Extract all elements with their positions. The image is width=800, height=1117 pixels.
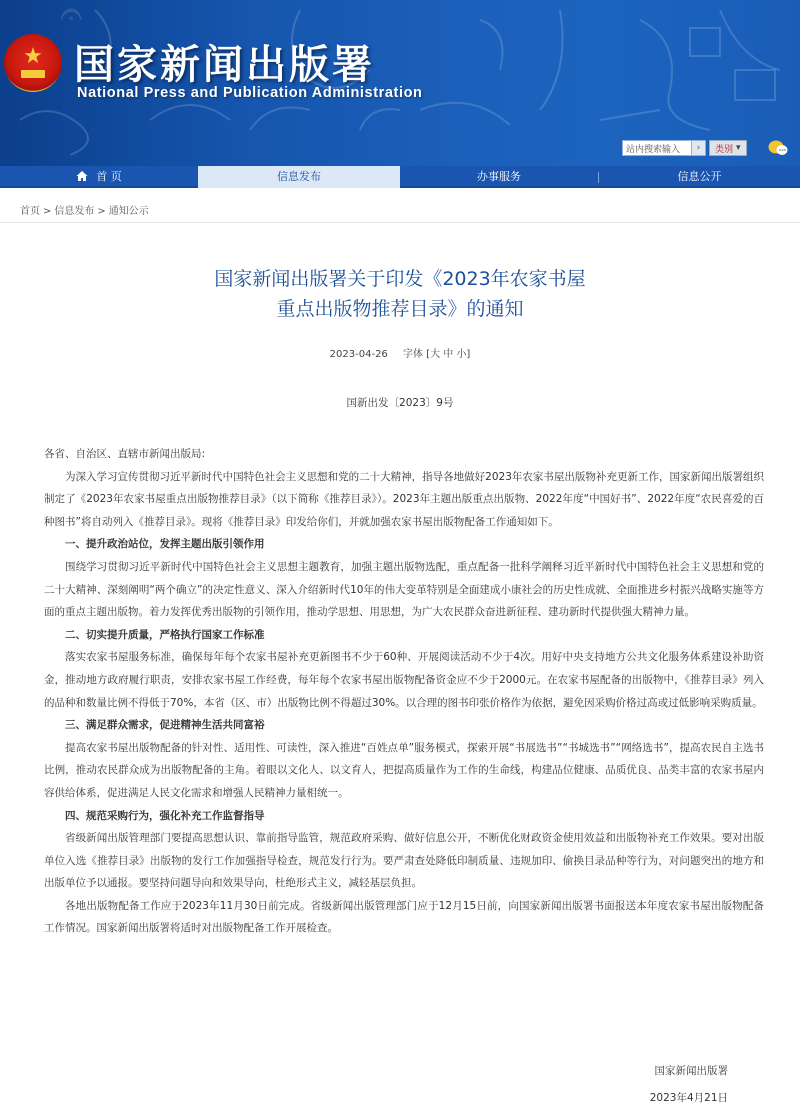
article-title-line2: 重点出版物推荐目录》的通知 xyxy=(276,298,524,320)
font-size-switcher[interactable]: 字体 [大 中 小] xyxy=(402,349,471,360)
nav-item-home[interactable] xyxy=(0,166,198,188)
paragraph: 省级新闻出版管理部门要提高思想认识、靠前指导监管，规范政府采购、做好信息公开，不断优化财政资金使用效益和出版物补充工作效果。要对出版单位入选《推荐目录》出版物的发行工作加强指导检查，规范发行行为。要严肃查处降低印制质量、违规加印、偷换目录品种等行为，对问题突出的地方和出版单位予以通报。要坚持问题导向和效果导向，杜绝形式主义，减轻基层负担。 xyxy=(44,832,764,890)
site-search xyxy=(622,140,747,156)
section-heading: 三、满足群众需求，促进精神生活共同富裕 xyxy=(65,719,265,732)
chevron-down-icon: ▾ xyxy=(736,143,741,153)
nav-label: 办事服务 xyxy=(477,170,521,183)
breadcrumb-item[interactable]: 信息发布 xyxy=(54,206,95,217)
national-emblem-icon: ★ xyxy=(4,34,62,92)
article-title-line1: 国家新闻出版署关于印发《2023年农家书屋 xyxy=(214,268,586,290)
section-heading: 四、规范采购行为，强化补充工作监督指导 xyxy=(65,809,265,822)
chat-bubble-icon[interactable] xyxy=(768,139,788,156)
main-nav xyxy=(0,166,800,188)
section-heading: 一、提升政治站位，发挥主题出版引领作用 xyxy=(65,538,265,551)
site-title: 国家新闻出版署 xyxy=(74,42,375,88)
section-heading: 二、切实提升质量，严格执行国家工作标准 xyxy=(65,628,265,641)
paragraph: 围绕学习贯彻习近平新时代中国特色社会主义思想主题教育，加强主题出版物选配，重点配备一批科学阐释习近平新时代中国特色社会主义思想和党的二十大精神、深刻阐明“两个确立”的决定性意义、深入介绍新时代10年的伟大变革特别是全面建成小康社会的历史性成就、全面推进乡村振兴战略实施等方面的重点主题出版物。着力发挥优秀出版物的引领作用，推动学思想、用思想，为广大农民群众奋进新征程、建功新时代提供强大精神力量。 xyxy=(44,560,764,619)
calligraphy-decoration: 𝄐 xyxy=(60,0,83,37)
article-body xyxy=(44,443,764,940)
article-meta xyxy=(0,345,800,360)
breadcrumb xyxy=(20,202,149,217)
home-icon xyxy=(76,170,88,182)
signature-date: 2023年4月21日 xyxy=(649,1092,728,1104)
nav-label: 信息公开 xyxy=(677,170,722,183)
paragraph: 各地出版物配备工作应于2023年11月30日前完成。省级新闻出版管理部门应于12月15日前，向国家新闻出版署书面报送本年度农家书屋出版物配备工作情况。国家新闻出版署将适时对出版物配备工作开展检查。 xyxy=(44,899,764,935)
search-category-label: 类别 xyxy=(715,144,734,155)
nav-label: 首 页 xyxy=(96,170,122,183)
salutation: 各省、自治区、直辖市新闻出版局: xyxy=(44,448,206,460)
publish-date: 2023-04-26 xyxy=(329,349,388,360)
paragraph: 为深入学习宣传贯彻习近平新时代中国特色社会主义思想和党的二十大精神，指导各地做好2023年农家书屋出版物补充更新工作，国家新闻出版署组织制定了《2023年农家书屋重点出版物推荐目录》（以下简称《推荐目录》）。2023年主题出版重点出版物、2022年度“中国好书”、2022年度“农民喜爱的百种图书”将自动列入《推荐目录》。现将《推荐目录》印发给你们，并就加强农家书屋出版物配备工作通知如下。 xyxy=(44,470,764,528)
breadcrumb-item[interactable]: 通知公示 xyxy=(108,206,149,217)
signature-org: 国家新闻出版署 xyxy=(654,1065,728,1077)
nav-label: 信息发布 xyxy=(277,170,321,183)
paragraph: 提高农家书屋出版物配备的针对性、适用性、可读性，深入推进“百姓点单”服务模式，探索开展“书展选书”“书城选书”“网络选书”，提高农民自主选书比例，推动农民群众成为出版物配备的主角。着眼以文化人、以文育人，把提高质量作为工作的生命线，构建品位健康、品质优良、品类丰富的农家书屋内容供给体系，促进满足人民文化需求和增强人民精神力量相统一。 xyxy=(44,741,764,799)
site-subtitle: National Press and Publication Administration xyxy=(77,85,423,101)
search-button[interactable]: › xyxy=(692,140,706,156)
search-input[interactable] xyxy=(622,140,692,156)
paragraph: 落实农家书屋服务标准，确保每年每个农家书屋补充更新图书不少于60种、开展阅读活动不少于4次。用好中央支持地方公共文化服务体系建设补助资金，推动地方政府履行职责，安排农家书屋工作经费，每年每个农家书屋出版物配备资金应不少于2000元。在农家书屋配备的出版物中，《推荐目录》列入的品种和数量比例不得低于70%，本省（区、市）出版物比例不得超过30%。以合理的图书印张价格作为依据，避免因采购价格过高或过低影响采购质量。 xyxy=(44,651,764,709)
nav-item-services[interactable] xyxy=(400,166,598,188)
breadcrumb-separator: > xyxy=(43,206,52,217)
document-number: 国新出发〔2023〕9号 xyxy=(346,397,454,409)
nav-item-info-disclosure[interactable] xyxy=(599,166,800,188)
header-banner xyxy=(0,0,800,166)
search-category-select[interactable] xyxy=(709,140,747,156)
divider xyxy=(0,222,800,223)
nav-item-info-release[interactable] xyxy=(198,166,400,188)
breadcrumb-separator: > xyxy=(97,206,106,217)
breadcrumb-item[interactable]: 首页 xyxy=(20,206,40,217)
